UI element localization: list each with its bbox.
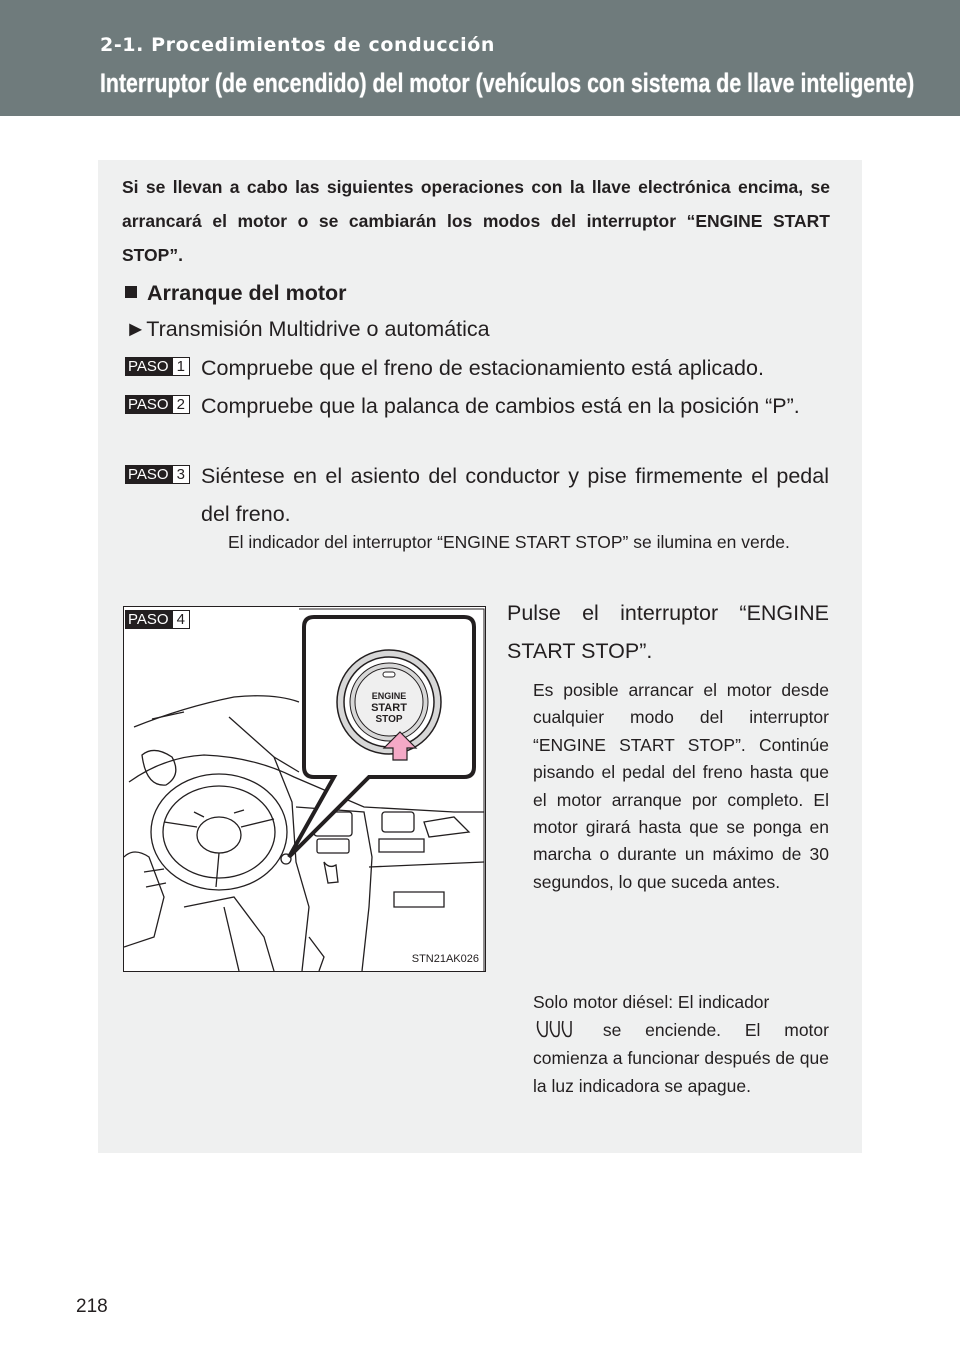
step-badge-4 — [125, 610, 190, 629]
diesel-note-after: se enciende. El motor comienza a funcionar después de que la luz indicadora se apague. — [533, 1020, 829, 1096]
step-badge-3 — [125, 465, 190, 484]
button-label-line-2: START — [371, 702, 407, 714]
step-badge-word: PASO — [125, 395, 172, 414]
diesel-note-before: Solo motor diésel: El indicador — [533, 992, 770, 1012]
dashboard-figure — [123, 606, 486, 972]
step-badge-number: 4 — [172, 610, 190, 629]
page-number: 218 — [76, 1296, 108, 1317]
step-badge-word: PASO — [125, 465, 172, 484]
step-badge-2 — [125, 395, 190, 414]
button-label-line-3: STOP — [375, 714, 403, 725]
step-badge-number: 3 — [172, 465, 190, 484]
step-4-text: Pulse el interruptor “ENGINE START STOP”. — [507, 601, 829, 663]
page-header — [0, 0, 960, 116]
button-label-line-1: ENGINE — [371, 691, 407, 701]
step-3-note: El indicador del interruptor “ENGINE START STOP” se ilumina en verde. — [228, 532, 790, 552]
step-badge-word: PASO — [125, 357, 172, 376]
step-badge-number: 1 — [172, 357, 190, 376]
step-badge-word: PASO — [125, 610, 172, 629]
square-bullet-icon — [125, 286, 137, 298]
figure-code: STN21AK026 — [411, 953, 479, 965]
step-badge-1 — [125, 357, 190, 376]
intro-text: Si se llevan a cabo las siguientes operaciones con la llave electrónica encima, se arrancará el motor o se cambiarán los modos del interruptor “ENGINE START STOP”. — [122, 177, 830, 265]
chapter-title: Interruptor (de encendido) del motor (vehículos con sistema de llave inteligente) — [100, 68, 915, 98]
step-1-text: Compruebe que el freno de estacionamiento está aplicado. — [201, 356, 764, 380]
dashboard-illustration — [124, 607, 485, 971]
transmission-label: ►Transmisión Multidrive o automática — [125, 317, 490, 341]
diesel-note — [533, 988, 829, 1100]
subheading-label: Arranque del motor — [147, 281, 347, 305]
step-2-text: Compruebe que la palanca de cambios está en la posición “P”. — [201, 394, 800, 418]
glow-plug-icon — [533, 1018, 579, 1040]
step-3-text: Siéntese en el asiento del conductor y pise firmemente el pedal del freno. — [201, 464, 829, 526]
subheading — [125, 281, 347, 306]
step-badge-number: 2 — [172, 395, 190, 414]
step-4-note: Es posible arrancar el motor desde cualquier modo del interruptor “ENGINE START STOP”. Continúe pisando el pedal del freno hasta que el motor arranque por completo. El motor girará hasta que se ponga en marcha o durante un máximo de 30 segundos, lo que suceda antes. — [533, 680, 829, 892]
section-label: 2-1. Procedimientos de conducción — [100, 34, 496, 56]
